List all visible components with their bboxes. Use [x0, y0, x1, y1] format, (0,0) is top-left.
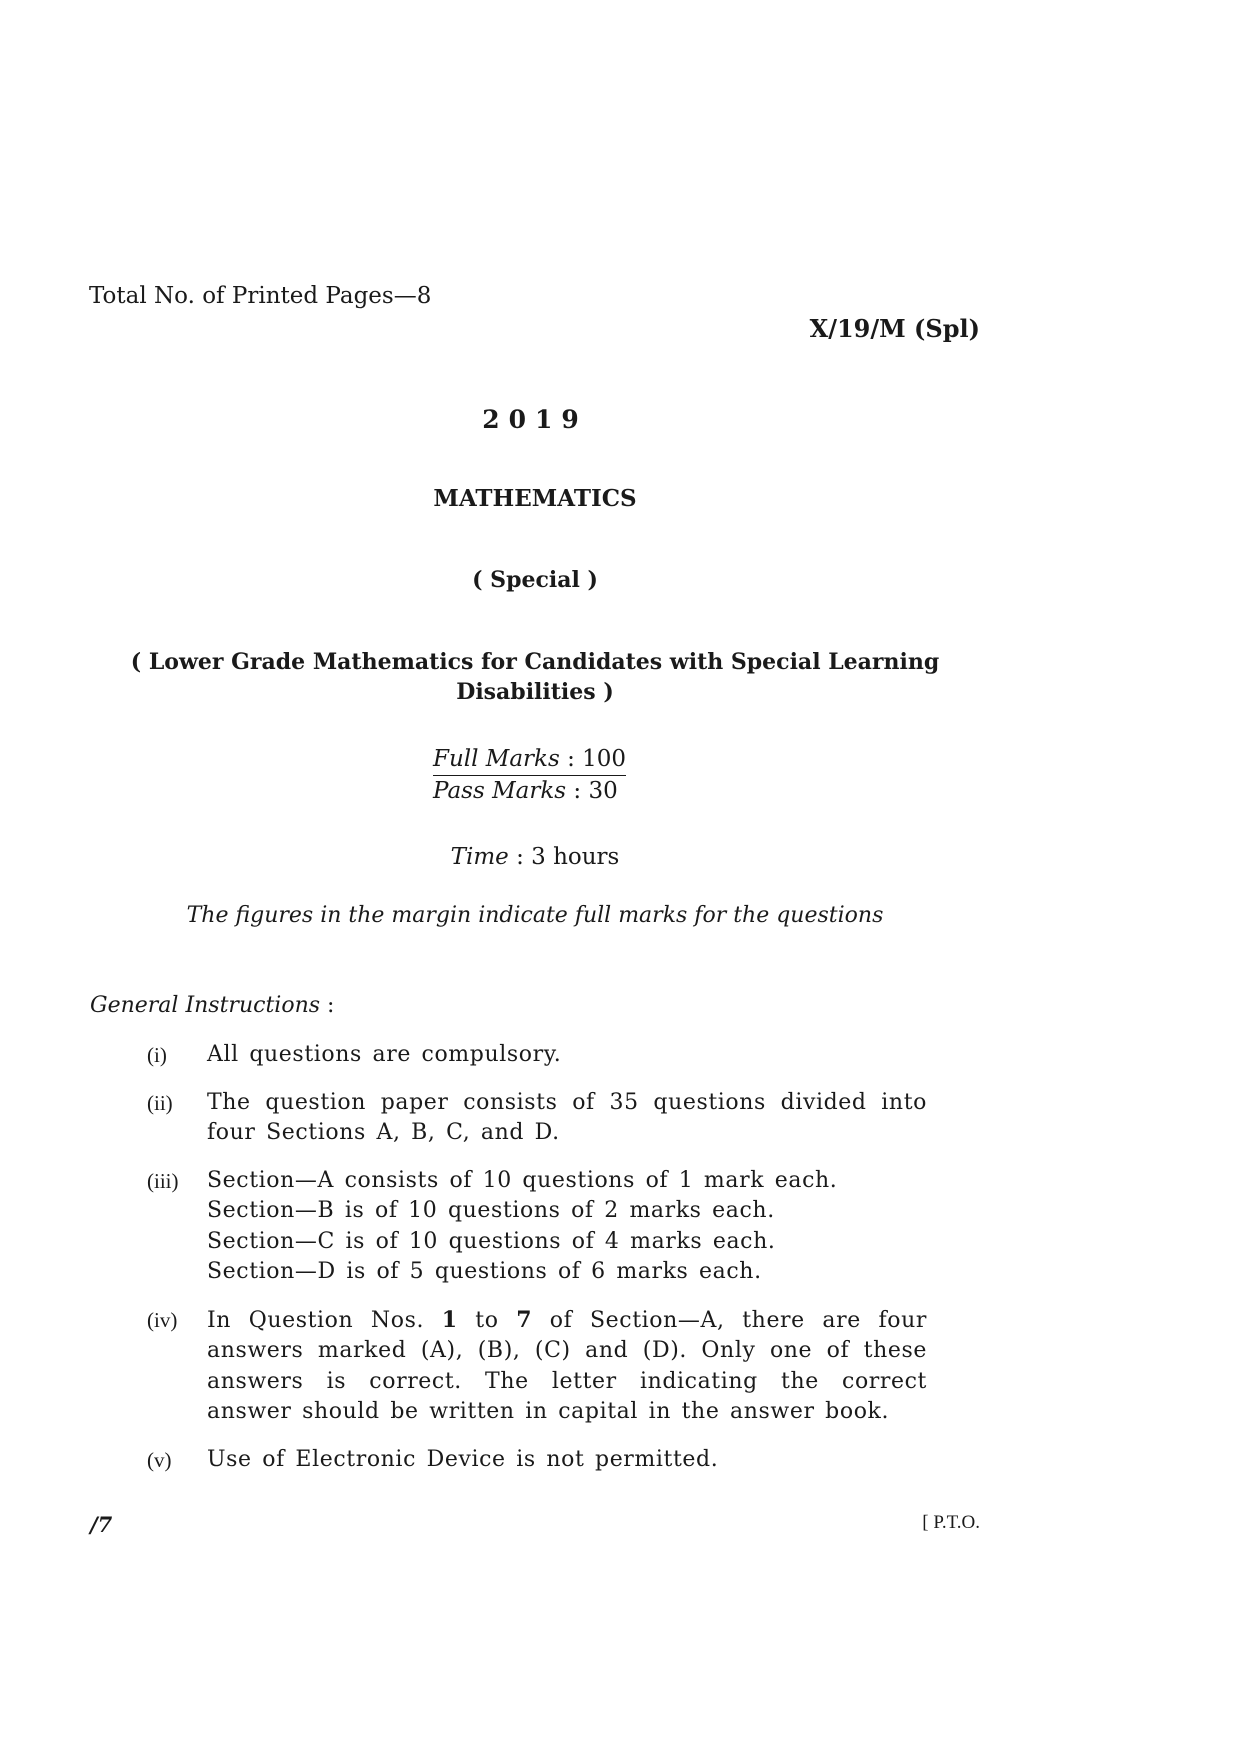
exam-time — [80, 844, 990, 870]
subject-title: MATHEMATICS — [433, 485, 637, 512]
pass-marks-value: : 30 — [573, 778, 618, 804]
figures-note: The figures in the margin indicate full marks for the questions — [186, 903, 884, 928]
instruction-text — [207, 1088, 927, 1149]
instruction-number: (ii) — [147, 1090, 173, 1115]
question-number-end: 7 — [516, 1306, 533, 1333]
instruction-number: (i) — [147, 1043, 167, 1067]
instruction-text — [207, 1040, 927, 1071]
instruction-line: Use of Electronic Device is not permitted. — [207, 1446, 719, 1472]
text-fragment: to — [457, 1307, 517, 1333]
instruction-line: answer should be written in capital in the answer book. — [207, 1399, 890, 1424]
marks-block — [433, 744, 626, 806]
course-description: ( Lower Grade Mathematics for Candidates with Special Learning Disabilities ) — [130, 649, 940, 705]
instruction-item — [147, 1305, 927, 1428]
full-marks-label: Full Marks — [433, 746, 560, 772]
time-value: : 3 hours — [516, 844, 620, 870]
pass-marks — [433, 776, 626, 806]
instruction-line — [207, 1305, 927, 1337]
instruction-item — [147, 1166, 927, 1288]
text-fragment: of Section—A, there are four — [532, 1307, 927, 1333]
time-label: Time — [450, 844, 509, 870]
instruction-item — [147, 1040, 927, 1071]
instruction-line: Section—A consists of 10 questions of 1 mark each. — [207, 1167, 838, 1193]
instruction-line: The question paper consists of 35 questions divided into — [207, 1089, 927, 1115]
printed-pages-count: Total No. of Printed Pages—8 — [89, 283, 432, 309]
instruction-text — [207, 1305, 927, 1428]
general-instructions-label: General Instructions — [90, 993, 321, 1018]
please-turn-over: [ P.T.O. — [922, 1512, 980, 1533]
instruction-number: (iv) — [147, 1307, 178, 1332]
instructions-list — [147, 1040, 927, 1492]
exam-year: 2019 — [482, 405, 588, 434]
instruction-number: (iii) — [147, 1168, 179, 1193]
instruction-line: answers is correct. The letter indicating the correct — [207, 1368, 927, 1394]
question-number-start: 1 — [441, 1306, 458, 1333]
instruction-line: answers marked (A), (B), (C) and (D). Only one of these — [207, 1338, 927, 1363]
full-marks — [433, 744, 626, 776]
instruction-line: Section—C is of 10 questions of 4 marks each. — [207, 1228, 776, 1254]
text-fragment: In Question Nos. — [207, 1307, 442, 1333]
special-label: ( Special ) — [472, 567, 598, 593]
instruction-number: (v) — [147, 1447, 172, 1472]
instruction-item — [147, 1088, 927, 1149]
instruction-text — [207, 1166, 927, 1288]
instruction-text — [207, 1445, 927, 1476]
page-footer-left: /7 — [90, 1512, 113, 1537]
instruction-line: four Sections A, B, C, and D. — [207, 1120, 560, 1145]
general-instructions-heading — [90, 993, 334, 1018]
pass-marks-label: Pass Marks — [433, 778, 567, 804]
instruction-item — [147, 1445, 927, 1476]
full-marks-value: : 100 — [567, 746, 627, 772]
heading-colon: : — [320, 993, 335, 1018]
instruction-line: All questions are compulsory. — [207, 1042, 562, 1067]
instruction-line: Section—B is of 10 questions of 2 marks each. — [207, 1198, 775, 1223]
instruction-line: Section—D is of 5 questions of 6 marks each. — [207, 1259, 762, 1284]
paper-code: X/19/M (Spl) — [809, 314, 980, 343]
